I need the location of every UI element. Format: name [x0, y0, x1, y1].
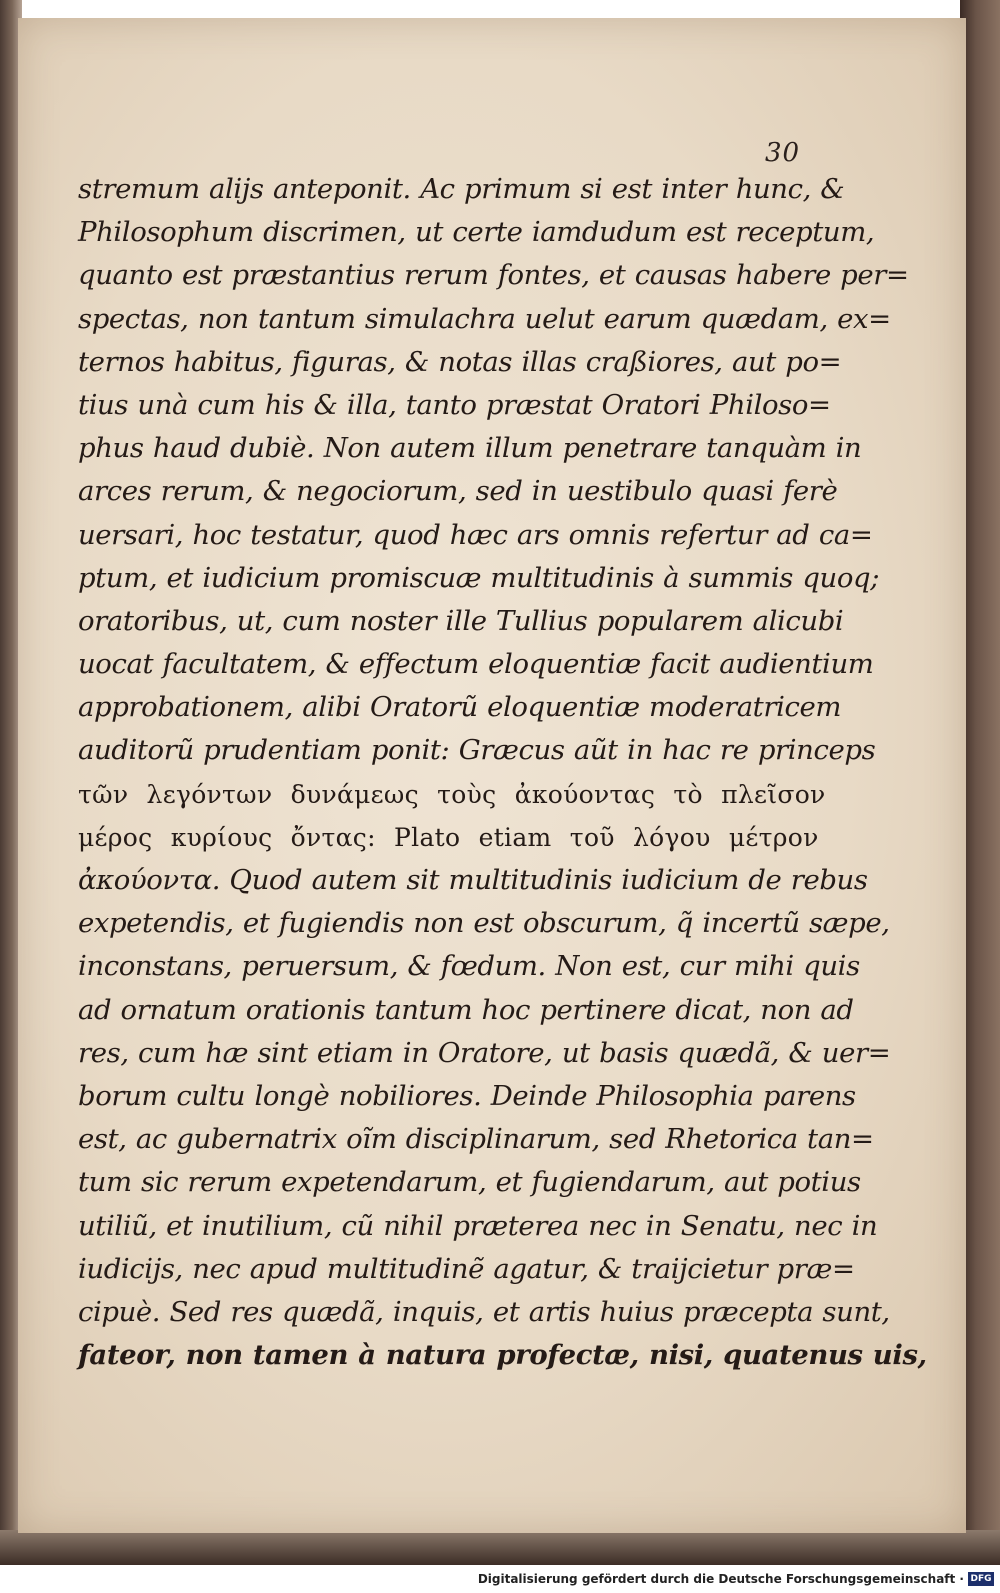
text-line: uersari, hoc testatur, quod hæc ars omnis refertur ad ca= [78, 518, 873, 551]
text-line: spectas, non tantum simulachra uelut earum quædam, ex= [78, 302, 891, 335]
text-line: tum sic rerum expetendarum, et fugiendarum, aut potius [78, 1166, 861, 1199]
text-line: stremum alijs anteponit. Ac primum si est inter hunc, & [78, 173, 845, 205]
text-line-greek: τῶν λεγόντων δυνάμεως τοὺς ἀκούοντας τὸ πλεῖσον [78, 779, 826, 809]
text-line: Philosophum discrimen, ut certe iamdudum est receptum, [78, 216, 875, 249]
text-line: inconstans, peruersum, & fœdum. Non est, cur mihi quis [78, 950, 860, 983]
text-line: est, ac gubernatrix oĩm disciplinarum, sed Rhetorica tan= [78, 1123, 874, 1156]
text-line: auditorũ prudentiam ponit: Græcus aũt in hac re princeps [78, 734, 876, 767]
dfg-logo-icon: DFG [968, 1572, 994, 1586]
text-line-greek: μέρος κυρίους ὄντας: Plato etiam τοῦ λόγου μέτρον [78, 822, 819, 852]
text-line: arces rerum, & negociorum, sed in uestibulo quasi ferè [78, 475, 838, 508]
text-line: cipuè. Sed res quædã, inquis, et artis huius præcepta sunt, [78, 1295, 890, 1328]
text-line: borum cultu longè nobiliores. Deinde Philosophia parens [78, 1079, 856, 1112]
text-line: approbationem, alibi Oratorũ eloquentiæ moderatricem [78, 691, 842, 724]
text-line: utiliũ, et inutilium, cũ nihil præterea nec in Senatu, nec in [78, 1209, 878, 1242]
text-block [78, 168, 927, 1377]
text-line: ad ornatum orationis tantum hoc pertinere dicat, non ad [78, 993, 854, 1026]
page-right-edge [960, 0, 1000, 1565]
text-line: fateor, non tamen à natura profectæ, nisi, quatenus uis, [78, 1339, 927, 1372]
text-line: iudicijs, nec apud multitudinẽ agatur, & traijcietur præ= [78, 1252, 855, 1285]
text-line: ptum, et iudicium promiscuæ multitudinis à summis quoq; [78, 561, 880, 594]
text-line: oratoribus, ut, cum noster ille Tullius popularem alicubi [78, 604, 844, 637]
dfg-credit-text: Digitalisierung gefördert durch die Deutsche Forschungsgemeinschaft · [477, 1572, 964, 1586]
text-line: expetendis, et fugiendis non est obscurum, q̃ incertũ sæpe, [78, 907, 890, 940]
text-line: res, cum hæ sint etiam in Oratore, ut basis quædã, & uer= [78, 1036, 891, 1069]
folio-number: 30 [765, 138, 801, 168]
text-line: quanto est præstantius rerum fontes, et causas habere per= [78, 259, 909, 292]
text-line: ἀκούοντα. Quod autem sit multitudinis iudicium de rebus [78, 864, 868, 896]
text-line: tius unà cum his & illa, tanto præstat Oratori Philoso= [78, 388, 831, 421]
text-line: phus haud dubiè. Non autem illum penetrare tanquàm in [78, 432, 862, 465]
page-bottom-shadow [0, 1530, 1000, 1565]
text-line: uocat facultatem, & effectum eloquentiæ facit audientium [78, 648, 874, 681]
text-line: ternos habitus, figuras, & notas illas craßiores, aut po= [78, 345, 842, 378]
